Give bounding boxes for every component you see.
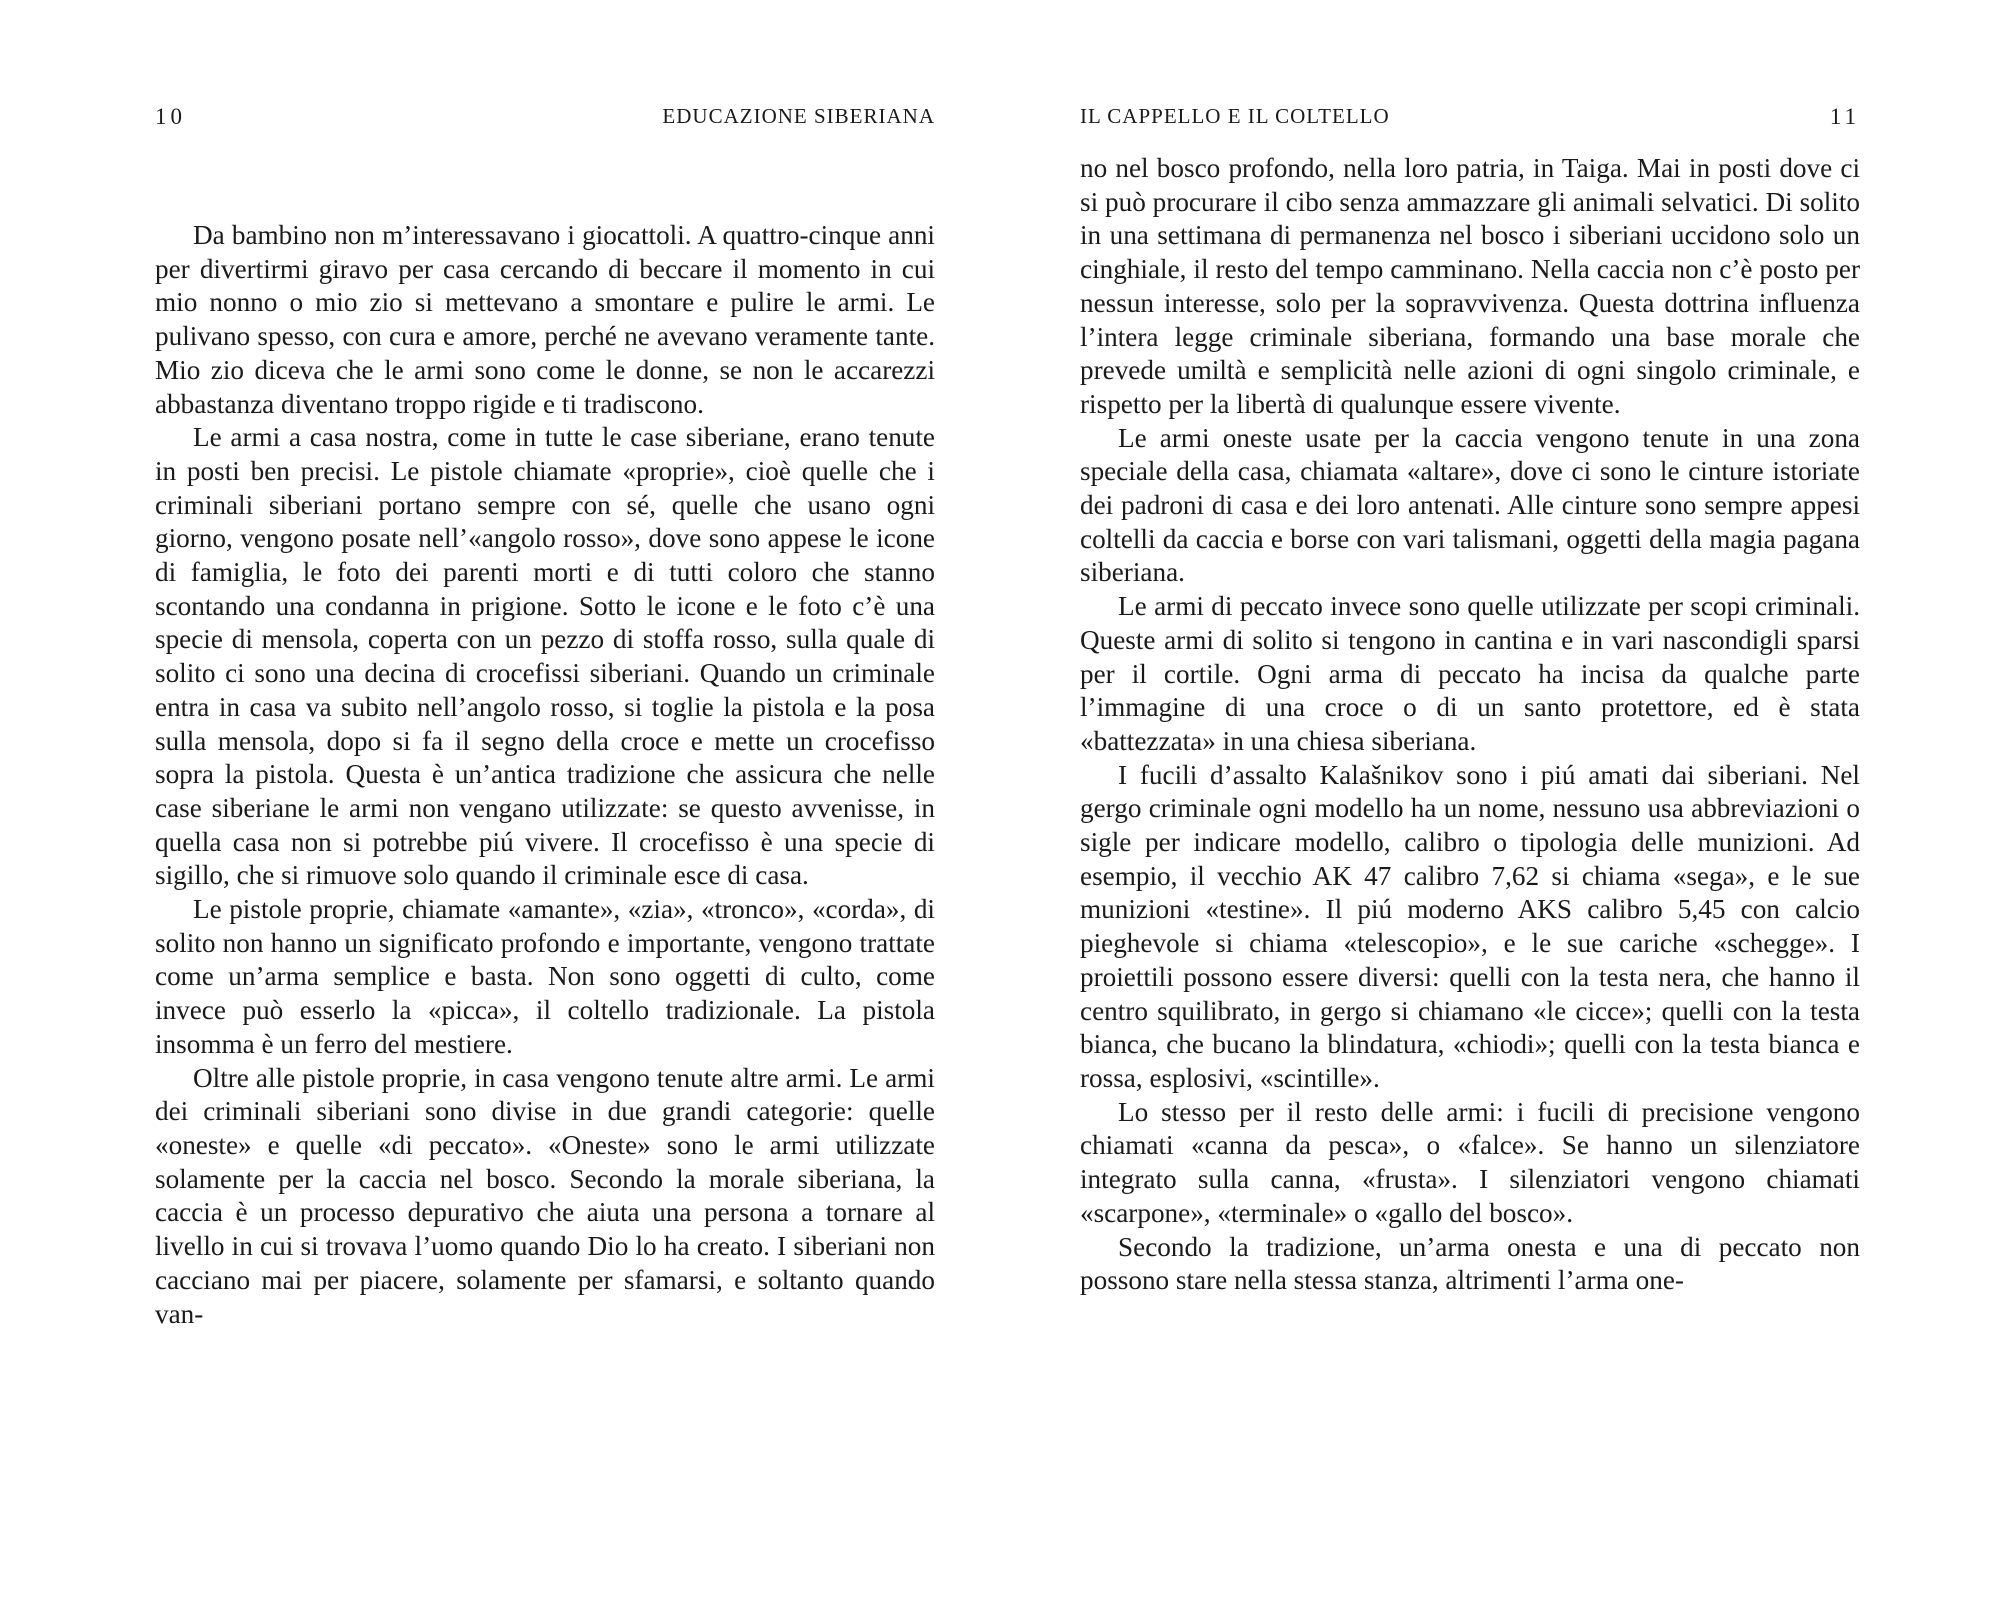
left-running-title: EDUCAZIONE SIBERIANA <box>662 104 935 128</box>
paragraph: Le armi oneste usate per la caccia vengono tenute in una zona speciale della casa, chiamata «altare», dove ci sono le cinture istoriate dei padroni di casa e dei loro antenati. Alle cinture sono sempre appesi coltelli da caccia e borse con vari talismani, oggetti della magia pagana siberiana. <box>1080 422 1860 588</box>
continued-paragraph: no nel bosco profondo, nella loro patria, in Taiga. Mai in posti dove ci si può procurare il cibo senza ammazzare gli animali selvatici. Di solito in una settimana di permanenza nel bosco i siberiani uccidono solo un cinghiale, il resto del tempo camminano. Nella caccia non c’è posto per nessun interesse, solo per la sopravvivenza. Questa dottrina influenza l’intera legge criminale siberiana, formando una base morale che prevede umiltà e semplicità nelle azioni di ogni singolo criminale, e rispetto per la libertà di qualunque essere vivente. <box>1080 153 1860 419</box>
paragraph: Oltre alle pistole proprie, in casa vengono tenute altre armi. Le armi dei criminali siberiani sono divise in due grandi categorie: quelle «oneste» e quelle «di peccato». «Oneste» sono le armi utilizzate solamente per la caccia nel bosco. Secondo la morale siberiana, la caccia è un processo depurativo che aiuta una persona a tornare al livello in cui si trovava l’uomo quando Dio lo ha creato. I siberiani non cacciano mai per piacere, solamente per sfamarsi, e soltanto quando van- <box>155 1062 935 1329</box>
right-body-text <box>1080 152 1860 1298</box>
paragraph: Da bambino non m’interessavano i giocattoli. A quattro-cinque anni per divertirmi giravo per casa cercando di beccare il momento in cui mio nonno o mio zio si mettevano a smontare e pulire le armi. Le pulivano spesso, con cura e amore, perché ne avevano veramente tante. Mio zio diceva che le armi sono come le donne, se non le accarezzi abbastanza diventano troppo rigide e ti tradiscono. <box>155 220 935 419</box>
paragraph: Secondo la tradizione, un’arma onesta e una di peccato non possono stare nella stessa stanza, altrimenti l’arma one- <box>1080 1231 1860 1296</box>
paragraph: I fucili d’assalto Kalašnikov sono i piú amati dai siberiani. Nel gergo criminale ogni modello ha un nome, nessuno usa abbreviazioni o sigle per indicare modello, calibro o tipologia delle munizioni. Ad esempio, il vecchio AK 47 calibro 7,62 si chiama «sega», e le sue munizioni «testine». Il piú moderno AKS calibro 5,45 con calcio pieghevole si chiama «telescopio», e le sue cariche «schegge». I proiettili possono essere diversi: quelli con la testa nera, che hanno il centro squilibrato, in gergo si chiamano «le cicce»; quelli con la testa bianca, che bucano la blindatura, «chiodi»; quelli con la testa bianca e rossa, esplosivi, «scintille». <box>1080 759 1860 1093</box>
right-page-number: 11 <box>1829 104 1860 129</box>
left-body-text <box>155 219 935 1331</box>
right-page <box>1080 0 1860 1616</box>
paragraph: Le pistole proprie, chiamate «amante», «zia», «tronco», «corda», di solito non hanno un significato profondo e importante, vengono trattate come un’arma semplice e basta. Non sono oggetti di culto, come invece può esserlo la «picca», il coltello tradizionale. La pistola insomma è un ferro del mestiere. <box>155 894 935 1059</box>
right-running-title: IL CAPPELLO E IL COLTELLO <box>1080 104 1390 128</box>
paragraph: Le armi a casa nostra, come in tutte le case siberiane, erano tenute in posti ben precisi. Le pistole chiamate «proprie», cioè quelle che i criminali siberiani portano sempre con sé, quelle che usano ogni giorno, vengono posate nell’«angolo rosso», dove sono appese le icone di famiglia, le foto dei parenti morti e di tutti coloro che stanno scontando una condanna in prigione. Sotto le icone e le foto c’è una specie di mensola, coperta con un pezzo di stoffa rosso, sulla quale di solito ci sono una decina di crocefissi siberiani. Quando un criminale entra in casa va subito nell’angolo rosso, si toglie la pistola e la posa sulla mensola, dopo si fa il segno della croce e mette un crocefisso sopra la pistola. Questa è un’antica tradizione che assicura che nelle case siberiane le armi non vengano utilizzate: se questo avvenisse, in quella casa non si potrebbe piú vivere. Il crocefisso è una specie di sigillo, che si rimuove solo quando il criminale esce di casa. <box>155 422 935 891</box>
paragraph: Le armi di peccato invece sono quelle utilizzate per scopi criminali. Queste armi di solito si tengono in cantina e in vari nascondigli sparsi per il cortile. Ogni arma di peccato ha incisa da qualche parte l’immagine di una croce o di un santo protettore, ed è stata «battezzata» in una chiesa siberiana. <box>1080 591 1860 756</box>
left-running-head <box>155 104 935 134</box>
left-page <box>155 0 935 1616</box>
paragraph: Lo stesso per il resto delle armi: i fucili di precisione vengono chiamati «canna da pesca», o «falce». Se hanno un silenziatore integrato sulla canna, «frusta». I silenziatori vengono chiamati «scarpone», «terminale» o «gallo del bosco». <box>1080 1096 1860 1228</box>
right-running-head <box>1080 104 1860 134</box>
left-page-number: 10 <box>155 104 186 129</box>
